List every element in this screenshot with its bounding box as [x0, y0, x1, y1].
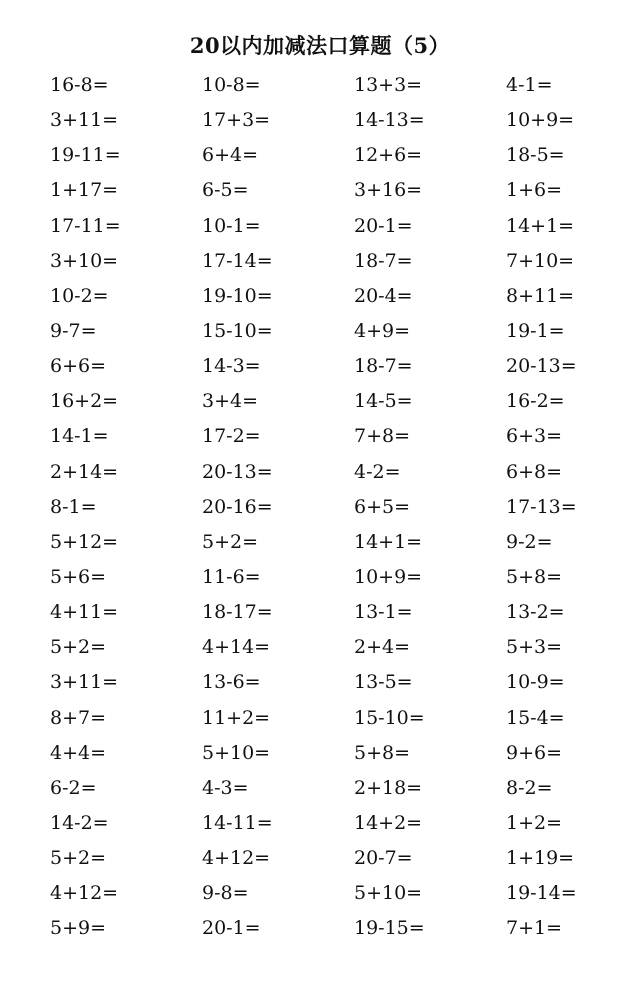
problem-item: 4+11= [50, 601, 119, 624]
problem-item: 11-6= [202, 565, 261, 588]
problem-item: 1+6= [506, 179, 563, 202]
problem-item: 16+2= [50, 390, 119, 413]
problem-item: 5+2= [50, 847, 107, 870]
problem-item: 5+10= [202, 741, 271, 764]
problem-item: 18-5= [506, 144, 565, 167]
problem-item: 19-10= [202, 284, 273, 307]
problem-item: 6+8= [506, 460, 563, 483]
problem-item: 20-1= [202, 917, 261, 940]
page-title: 20以内加减法口算题（5） [189, 33, 451, 58]
problem-item: 1+2= [506, 811, 563, 834]
problem-item: 4+14= [202, 636, 271, 659]
problem-item: 8+7= [50, 706, 107, 729]
problem-item: 10+9= [354, 565, 423, 588]
problem-item: 19-1= [506, 319, 565, 342]
problem-item: 6+3= [506, 425, 563, 448]
problem-item: 20-16= [202, 495, 273, 518]
problem-item: 5+2= [50, 636, 107, 659]
problem-item: 3+4= [202, 390, 259, 413]
problem-item: 6+4= [202, 144, 259, 167]
problem-item: 14-2= [50, 811, 109, 834]
problem-item: 6+5= [354, 495, 411, 518]
problem-item: 13-6= [202, 671, 261, 694]
problem-item: 19-15= [354, 917, 425, 940]
problem-item: 12+6= [354, 144, 423, 167]
problem-item: 2+14= [50, 460, 119, 483]
problem-item: 20-7= [354, 847, 413, 870]
problem-item: 6-2= [50, 776, 97, 799]
problem-item: 2+4= [354, 636, 411, 659]
problem-item: 14-1= [50, 425, 109, 448]
problem-item: 13-1= [354, 601, 413, 624]
problem-grid [50, 68, 630, 947]
problem-item: 14-11= [202, 811, 273, 834]
problem-item: 18-7= [354, 249, 413, 272]
problem-item: 9+6= [506, 741, 563, 764]
problem-item: 3+11= [50, 109, 119, 132]
problem-item: 8-2= [506, 776, 553, 799]
problem-item: 8+11= [506, 284, 575, 307]
problem-item: 20-13= [202, 460, 273, 483]
problem-item: 4+9= [354, 319, 411, 342]
problem-item: 14-13= [354, 109, 425, 132]
problem-item: 1+19= [506, 847, 575, 870]
problem-item: 20-13= [506, 355, 577, 378]
problem-item: 10-8= [202, 74, 261, 96]
problem-item: 5+2= [202, 530, 259, 553]
problem-item: 20-1= [354, 214, 413, 237]
problem-item: 5+8= [354, 741, 411, 764]
problem-item: 15-10= [202, 319, 273, 342]
problem-item: 3+16= [354, 179, 423, 202]
problem-item: 17-2= [202, 425, 261, 448]
problem-item: 10+9= [506, 109, 575, 132]
problem-item: 10-9= [506, 671, 565, 694]
problem-item: 15-4= [506, 706, 565, 729]
problem-item: 4+4= [50, 741, 107, 764]
problem-item: 3+11= [50, 671, 119, 694]
problem-item: 4-1= [506, 74, 553, 96]
problem-item: 11+2= [202, 706, 271, 729]
problem-item: 7+8= [354, 425, 411, 448]
problem-item: 18-17= [202, 601, 273, 624]
problem-item: 6+6= [50, 355, 107, 378]
problem-item: 9-2= [506, 530, 553, 553]
problem-item: 7+1= [506, 917, 563, 940]
problem-item: 5+6= [50, 565, 107, 588]
problem-item: 17-13= [506, 495, 577, 518]
problem-item: 4+12= [202, 847, 271, 870]
problem-item: 19-14= [506, 882, 577, 905]
problem-item: 19-11= [50, 144, 121, 167]
problem-item: 17+3= [202, 109, 271, 132]
problem-item: 4-3= [202, 776, 249, 799]
problem-item: 15-10= [354, 706, 425, 729]
problem-item: 14-3= [202, 355, 261, 378]
problem-item: 4-2= [354, 460, 401, 483]
problem-item: 13-2= [506, 601, 565, 624]
problem-item: 13-5= [354, 671, 413, 694]
problem-item: 6-5= [202, 179, 249, 202]
problem-item: 16-8= [50, 74, 109, 96]
problem-item: 2+18= [354, 776, 423, 799]
problem-item: 5+9= [50, 917, 107, 940]
problem-item: 8-1= [50, 495, 97, 518]
problem-item: 10-2= [50, 284, 109, 307]
problem-item: 16-2= [506, 390, 565, 413]
problem-item: 14+1= [506, 214, 575, 237]
problem-item: 14+2= [354, 811, 423, 834]
problem-item: 7+10= [506, 249, 575, 272]
problem-item: 9-7= [50, 319, 97, 342]
problem-item: 5+10= [354, 882, 423, 905]
problem-item: 5+8= [506, 565, 563, 588]
problem-item: 4+12= [50, 882, 119, 905]
problem-item: 9-8= [202, 882, 249, 905]
problem-item: 18-7= [354, 355, 413, 378]
problem-item: 20-4= [354, 284, 413, 307]
problem-item: 1+17= [50, 179, 119, 202]
problem-item: 17-11= [50, 214, 121, 237]
problem-item: 3+10= [50, 249, 119, 272]
problem-item: 14+1= [354, 530, 423, 553]
problem-item: 13+3= [354, 74, 423, 96]
problem-item: 17-14= [202, 249, 273, 272]
problem-item: 5+12= [50, 530, 119, 553]
problem-item: 14-5= [354, 390, 413, 413]
problem-item: 5+3= [506, 636, 563, 659]
problem-item: 10-1= [202, 214, 261, 237]
